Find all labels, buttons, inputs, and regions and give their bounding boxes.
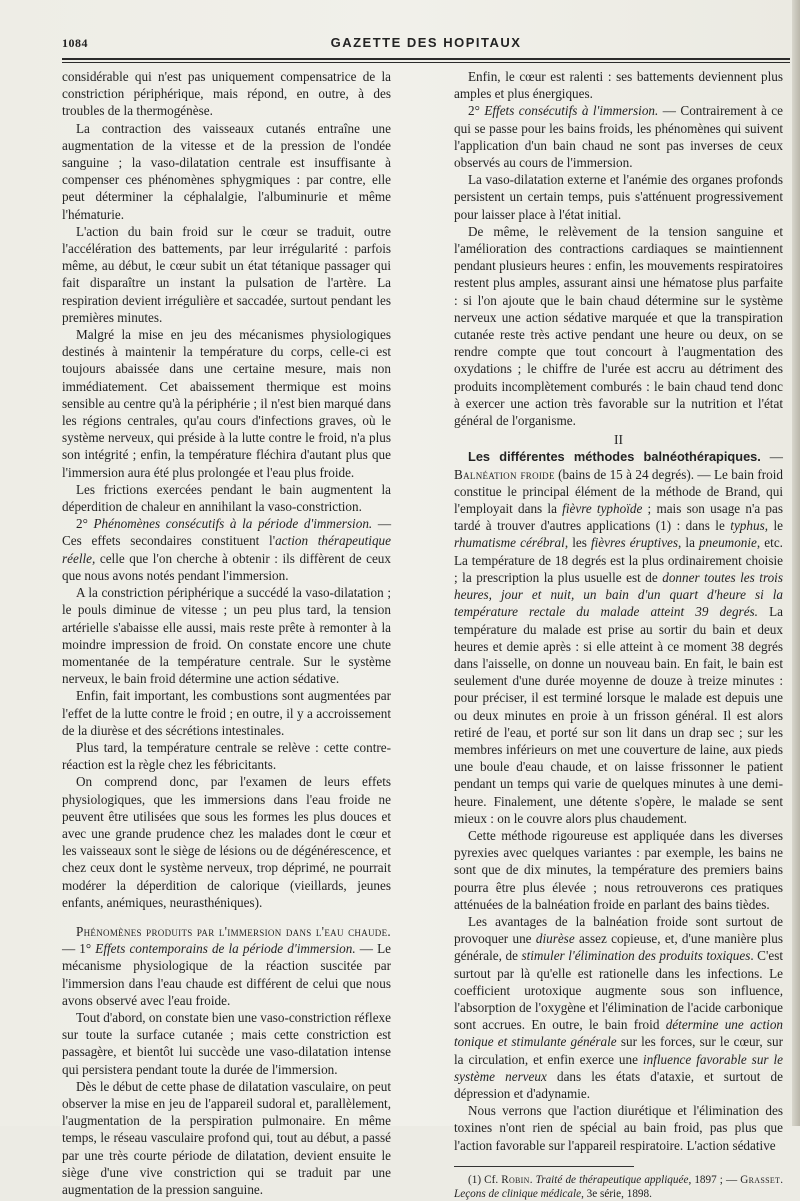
text-run: — Contrairement à ce qui se passe pour les bains froids, les phénomènes qui suivent l'application d'un bain chaud ne sont pas inverses de ceux observés au cours de l'immersion. [454,103,784,171]
paragraph: L'action du bain froid sur le cœur se traduit, outre l'accélération des battements, par leur irrégularité : parfois même, au début, le cœur subit un état tétanique passager qui fait disparaître un instant la pulsation de l'artère. La respiration devient irrégulière et saccadée, surtout pendant les premières minutes. [62,223,391,325]
paragraph: A la constriction périphérique a succédé la vaso-dilatation ; le pouls diminue de vitesse ; un peu plus tard, la tension artérielle s'abaisse elle aussi, mais reste prête à remonter à la moindre impression de froid. On constate encore une chute momentanée de la température centrale. Sur le système nerveux, le bain froid détermine une action sédative. [62,585,391,687]
paragraph: Enfin, le cœur est ralenti : ses battements deviennent plus amples et plus énergiques. [454,69,783,102]
paragraph: Plus tard, la température centrale se relève : cette contre-réaction est la règle chez les fébricitants. [62,739,391,773]
italic-subheading: Effets contemporains de la période d'immersion. [95,941,356,957]
italic-text: diurèse [535,931,575,947]
paragraph: Malgré la mise en jeu des mécanismes physiologiques destinés à maintenir la température du corps, celle-ci est toujours abaissée dans une certaine mesure, mais non immédiatement. Cet abaissement thermique est moins sensible au centre qu'à la périphérie ; il n'est bien marqué dans les régions centrales, qu'au cours d'infections graves, où le système nerveux, qui préside à la lutte contre le froid, n'a plus son intégrité ; enfin, la température fléchira d'autant plus que l'immersion aura été plus prolongée et l'eau plus froide. [62,327,391,480]
text-run: Les avantages de la balnéation froide sont surtout de provoquer une [454,913,783,947]
text-run: celle que l'on cherche à obtenir : ils diffèrent de ceux que nous avons notés pendant l'immersion. [62,550,391,583]
section-paragraph [62,923,391,1009]
page-header [62,36,790,56]
paragraph: Tout d'abord, on constate bien une vaso-constriction réflexe sur toute la surface cutanée ; mais cette constriction est passagère, et bientôt lui succède une vaso-dilatation intense qui persistera pendant toute la durée de l'immersion. [62,1009,391,1077]
text-run: (bains de 15 à 24 degrés). — Le bain froid constitue le principal élément de la méthode de Brand, qui l'employait dans la [454,466,783,517]
paragraph [454,102,783,171]
text-run: . [529,1173,536,1186]
text-run: ; mais son usage n'a pas tardé à trouver d'autres applications (1) : dans le [454,501,783,534]
text-run: sur les forces, sur le cœur, sur la circulation, et enfin exerce une [454,1034,784,1067]
subsection-heading: Balnéation froide [454,466,555,482]
section-paragraph [454,448,783,826]
footnote [454,1173,783,1201]
page-number: 1084 [62,36,88,50]
text-run: dans les états d'ataxie, et surtout de dépression et d'adynamie. [454,1068,783,1101]
paragraph: Les frictions exercées pendant le bain augmentent la déperdition de chaleur en annihilant la vaso-constriction. [62,481,391,515]
paragraph: Dès le début de cette phase de dilatation vasculaire, on peut observer la mise en jeu de l'appareil sudoral et, parallèlement, l'augmentation de la perspiration pulmonaire. En même temps, le réseau vasculaire profond qui, tout au début, a passé par une très courte période de dilatation, devient ensuite le siège d'une vive constriction qui se traduit par une augmentation de la pression sanguine. [62,1078,391,1197]
footnote-author: Robin [501,1173,530,1186]
text-run: , etc. La température de 18 degrés est la plus ordinairement choisie ; la prescription la plus usuelle est de [454,535,783,585]
page-edge-shadow [792,0,800,1126]
text-run: , la [678,535,700,551]
paragraph: Enfin, fait important, les combustions sont augmentées par l'effet de la lutte contre le froid ; en outre, il y a accroissement de la diurèse et des sécrétions intestinales. [62,688,391,738]
text-run: 2° [76,516,94,532]
italic-text: influence favorable sur le système nerveux [454,1051,783,1084]
text-run: , le [764,518,783,534]
paragraph: La contraction des vaisseaux cutanés entraîne une augmentation de la vitesse et de la pression de l'ondée sanguine ; la vaso-dilatation centrale est insuffisante à compenser ces phénomènes sphygmiques : par contre, elle peut déterminer la céphalalgie, l'albuminurie et même l'hématurie. [62,120,391,222]
section-heading: Les différentes méthodes balnéothérapiques. [468,449,761,465]
footnote-rule [454,1166,634,1167]
italic-text: rhumatisme cérébral [454,535,565,551]
paragraph: De même, le relèvement de la tension sanguine et l'amélioration des contractions cardiaques se maintiennent pendant plusieurs heures : enfin, les mouvements respiratoires restent plus amples, assurant ainsi une hématose plus parfaite : si l'on ajoute que le bain chaud détermine sur le système nerveux une action sédative marquée et que la transpiration cutanée reste très active pendant une heure ou deux, on se rendre compte que tout concourt à l'augmentation des oxydations ; le chiffre de l'urée est accru au détriment des produits incomplètement comburés : le bain chaud tend donc à exercer une action très favorable sur la nutrition et l'état général de l'organisme. [454,223,783,429]
italic-text: pneumonie [699,535,757,551]
section-heading: Phénomènes produits par l'immersion dans l'eau chaude. [76,923,391,939]
text-run: — Ces effets secondaires constituent l' [62,516,391,549]
text-run: , les [564,535,591,551]
text-run: La température du malade est prise au sortir du bain et deux heures et demie après : si elle atteint à ce moment 38 degrés dans l'aisselle, on donne un nouveau bain. En fait, le bain est seulement d'une durée moyenne de douze à treize minutes : pour préciser, il est terminé lorsque le malade est depuis une ou deux minutes en proie à un frisson général. Il est alors retiré de l'eau, et porté sur son lit dans un drap sec ; sur les membres inférieurs on met une couverture de laine, aux pieds une boule d'eau chaude, et on laisse frissonner le patient pendant un temps qui varie de quelques minutes à une demi-heure. Finalement, une détente s'opère, le malade se sent mieux : on le couvre alors plus chaudement. [454,604,783,826]
paragraph: On comprend donc, par l'examen de leurs effets physiologiques, que les immersions dans l'eau froide ne peuvent être utilisées que sous les formes les plus douces et avec une grande prudence chez les malades dont le cœur et les vaisseaux sont le siège de lésions ou de dégénérescence, et chez ceux dont le système nerveux, trop déprimé, ne pourrait modérer la déperdition de calorique (vieillards, jeunes enfants, anémiques, neurasthéniques). [62,774,391,910]
italic-subheading: Phénomènes consécutifs à la période d'immersion. [93,516,373,532]
text-run: . [780,1173,784,1186]
footnote-author: Grasset [740,1173,781,1186]
right-column [454,68,783,1201]
section-number: II [614,432,623,448]
running-title: GAZETTE DES HOPITAUX [330,35,522,50]
italic-text: action thérapeutique réelle, [62,533,391,566]
left-column [62,68,391,1198]
paragraph: considérable qui n'est pas uniquement compensatrice de la constriction périphérique, mais répond, en outre, à des troubles de la thermogénèse. [62,69,391,119]
header-rule-thin [62,62,790,63]
italic-subheading: Effets consécutifs à l'immersion. [484,103,659,119]
text-run: (1) Cf. [468,1173,502,1186]
paragraph: Nous verrons que l'action diurétique et l'élimination des toxines n'ont rien de spécial au bain froid, pas plus que l'action favorable sur l'appareil respiratoire. L'action sédative [454,1103,783,1153]
italic-text: stimuler l'élimination des produits toxiques [521,948,751,964]
italic-text: fièvres éruptives [590,535,679,551]
italic-text: détermine une action tonique et stimulante générale [454,1017,784,1050]
paragraph [454,913,783,1102]
text-run: 2° [468,103,485,119]
text-run: — Le mécanisme physiologique de la réaction suscitée par l'immersion dans l'eau chaude est différent de celui que nous avons observé avec l'eau froide. [62,941,391,1008]
footnote-title: Leçons de clinique médicale [454,1187,582,1200]
text-run: , 1897 ; — [688,1173,741,1186]
italic-text: typhus [730,518,765,534]
text-run: — 1° [62,941,96,957]
header-rule-thick [62,58,790,60]
text-run: , 3e série, 1898. [581,1187,652,1200]
text-run: assez copieuse, et, d'une manière plus générale, de [454,931,783,964]
italic-text: donner toutes les trois heures, jour et nuit, un bain d'un quart d'heure si la température rectale du malade atteint 39 degrés. [454,569,783,620]
paragraph: Cette méthode rigoureuse est appliquée dans les diverses pyrexies avec quelques variantes : par exemple, les bains ne sont que de dix minutes, la température des premiers bains pourra être plus élevée ; nous retrouverons ces pratiques atténuées de la balnéation froide en parlant des bains tièdes. [454,827,783,912]
footnote-title: Traité de thérapeutique appliquée [535,1173,689,1186]
text-run: . C'est surtout par là qu'elle est rationelle dans les infections. Le coefficient urotoxique augmente sous son influence, l'absorption de l'oxygène et l'élimination de l'acide carbonique sont accrues. En outre, le bain froid [454,948,783,1033]
text-run: — [760,449,783,465]
paragraph [62,515,391,584]
paragraph: La vaso-dilatation externe et l'anémie des organes profonds persistent un certain temps, puis s'atténuent progressivement pour laisser place à l'état initial. [454,172,783,222]
italic-text: fièvre typhoïde [562,501,643,517]
